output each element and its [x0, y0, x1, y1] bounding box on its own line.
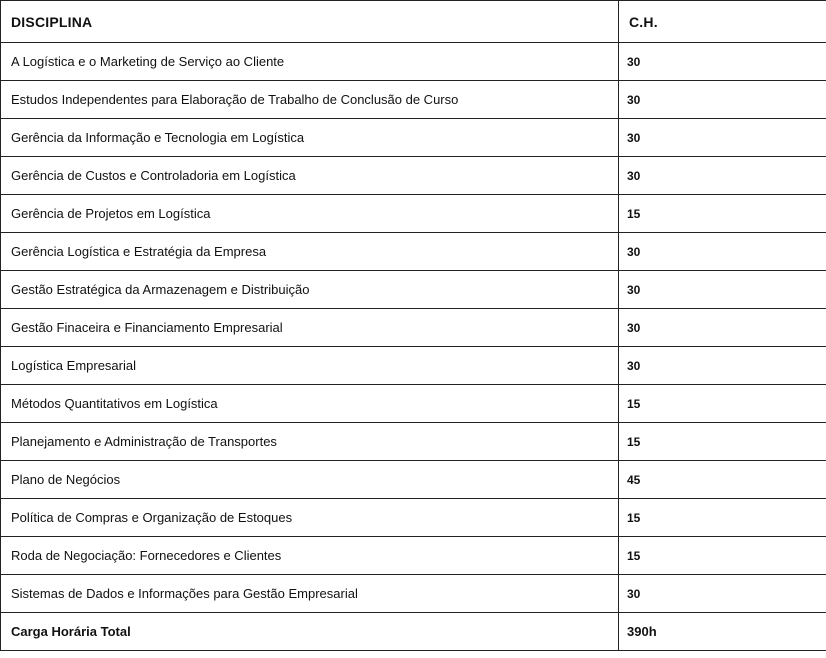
hours-cell: 15: [619, 423, 826, 461]
total-row: [1, 613, 826, 651]
hours-cell: 30: [619, 43, 826, 81]
table-row: [1, 271, 826, 309]
discipline-column-header: DISCIPLINA: [1, 1, 619, 43]
table-row: [1, 423, 826, 461]
hours-cell: 30: [619, 309, 826, 347]
table-row: [1, 461, 826, 499]
discipline-cell: Gerência da Informação e Tecnologia em Logística: [1, 119, 619, 157]
table-row: [1, 347, 826, 385]
table-row: [1, 119, 826, 157]
discipline-cell: Sistemas de Dados e Informações para Gestão Empresarial: [1, 575, 619, 613]
table-body: [1, 43, 826, 651]
discipline-cell: Política de Compras e Organização de Estoques: [1, 499, 619, 537]
table-row: [1, 309, 826, 347]
table-row: [1, 537, 826, 575]
table-row: [1, 43, 826, 81]
discipline-cell: Gerência de Custos e Controladoria em Logística: [1, 157, 619, 195]
table-row: [1, 575, 826, 613]
table-row: [1, 81, 826, 119]
table-row: [1, 385, 826, 423]
discipline-cell: Plano de Negócios: [1, 461, 619, 499]
header-row: [1, 1, 826, 43]
hours-column-header: C.H.: [619, 1, 826, 43]
discipline-cell: Gestão Finaceira e Financiamento Empresarial: [1, 309, 619, 347]
table-row: [1, 195, 826, 233]
hours-cell: 30: [619, 233, 826, 271]
hours-cell: 30: [619, 81, 826, 119]
hours-cell: 30: [619, 347, 826, 385]
total-hours-cell: 390h: [619, 613, 826, 651]
table-header: [1, 1, 826, 43]
hours-cell: 15: [619, 499, 826, 537]
hours-cell: 30: [619, 119, 826, 157]
hours-cell: 30: [619, 575, 826, 613]
hours-cell: 30: [619, 271, 826, 309]
discipline-cell: Logística Empresarial: [1, 347, 619, 385]
discipline-cell: Roda de Negociação: Fornecedores e Clientes: [1, 537, 619, 575]
hours-cell: 15: [619, 385, 826, 423]
hours-cell: 15: [619, 195, 826, 233]
table-row: [1, 499, 826, 537]
hours-cell: 15: [619, 537, 826, 575]
discipline-cell: Gestão Estratégica da Armazenagem e Distribuição: [1, 271, 619, 309]
hours-cell: 45: [619, 461, 826, 499]
discipline-cell: Planejamento e Administração de Transportes: [1, 423, 619, 461]
discipline-cell: Estudos Independentes para Elaboração de Trabalho de Conclusão de Curso: [1, 81, 619, 119]
discipline-cell: Métodos Quantitativos em Logística: [1, 385, 619, 423]
discipline-cell: Gerência de Projetos em Logística: [1, 195, 619, 233]
hours-cell: 30: [619, 157, 826, 195]
total-label-cell: Carga Horária Total: [1, 613, 619, 651]
table-row: [1, 233, 826, 271]
discipline-cell: Gerência Logística e Estratégia da Empresa: [1, 233, 619, 271]
discipline-cell: A Logística e o Marketing de Serviço ao Cliente: [1, 43, 619, 81]
table-row: [1, 157, 826, 195]
